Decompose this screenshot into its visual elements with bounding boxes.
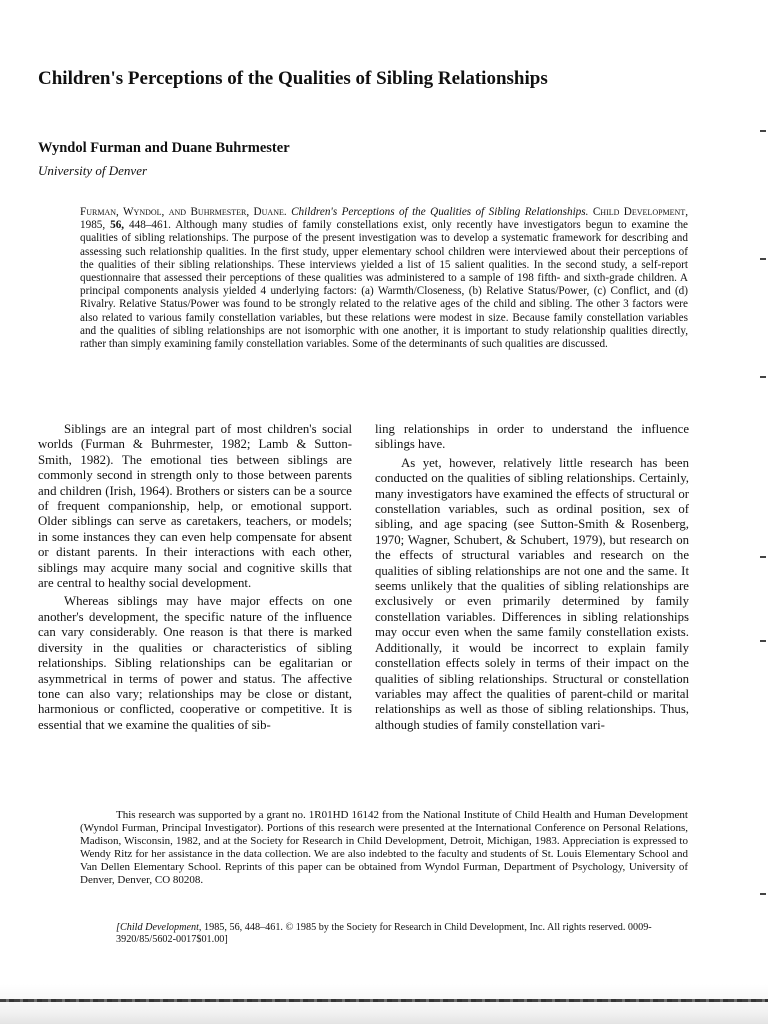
abstract-article-title: Children's Perceptions of the Qualities of Sibling Relationships. bbox=[291, 206, 589, 218]
left-paragraph-1: Siblings are an integral part of most children's social worlds (Furman & Buhrmester, 1982; Lamb & Sutton-Smith, 1982). The emotional ties between siblings are commonly second in strength only to those between parents and children (Irish, 1964). Brothers or sisters can be a source of frequent companionship, help, or emotional support. Older siblings can serve as caretakers, teachers, or models; in some instances they can even help compensate for absent or distant parents. In their interactions with each other, siblings may acquire many social and cognitive skills that are central to healthy social development. bbox=[38, 422, 352, 591]
left-paragraph-2: Whereas siblings may have major effects on one another's development, the specific nature of the influence can vary considerably. One reason is that there is marked diversity in the qualities or characteristics of sibling relationships. Sibling relationships can be egalitarian or asymmetrical in terms of power and status. The affective tone can also vary; relationships may be close or distant, harmonious or conflicted, cooperative or competitive. It is essential that we examine the qualities of sib- bbox=[38, 594, 352, 732]
acknowledgment-footnote: This research was supported by a grant no. 1R01HD 16142 from the National Institute of Child Health and Human Development (Wyndol Furman, Principal Investigator). Portions of this research were presented at the International Conference on Personal Relations, Madison, Wisconsin, 1982, and at the Society for Research in Child Development, Detroit, Michigan, 1983. Appreciation is expressed to Wendy Ritz for her assistance in the data collection. We are also indebted to the faculty and students of St. Louis Elementary School and Van Dellen Elementary School. Reprints of this paper can be obtained from Wyndol Furman, Department of Psychology, University of Denver, Denver, CO 80208. bbox=[80, 809, 688, 886]
right-paragraph-2: As yet, however, relatively little research has been conducted on the qualities of sibling relationships. Certainly, many investigators have examined the effects of structural or constellation variables, such as ordinal position, sex of sibling, and age spacing (see Sutton-Smith & Rosenberg, 1970; Wagner, Schubert, & Schubert, 1979), but research on the effects of structural variables and research on the qualities of sibling relationships are not one and the same. It seems unlikely that the qualities of sibling relationships are exclusively or even primarily determined by family constellation variables. Differences in sibling relationships may occur even when the same family constellation exists. Additionally, it would be incorrect to explain family constellation effects solely in terms of their impact on the qualities of sibling relationships. Structural or constellation variables may affect the qualities of parent-child or marital relationships as well as those of sibling relationships. Thus, although studies of family constellation vari- bbox=[375, 455, 689, 732]
scan-shadow bbox=[0, 984, 768, 1024]
scan-border-line bbox=[0, 999, 768, 1002]
article-title: Children's Perceptions of the Qualities of Sibling Relationships bbox=[38, 68, 548, 89]
abstract-body: 448–461. Although many studies of family constellations exist, only recently have investigators begun to examine the qualities of sibling relationships. The purpose of the present investigation was to develop a systematic framework for describing and assessing such relationship qualities. In the first study, upper elementary school children were interviewed about their perceptions of the qualities of their sibling relationships. These interviews yielded a list of 15 salient qualities. In the second study, a self-report questionnaire that assessed their perceptions of these qualities was administered to a sample of 198 fifth- and sixth-grade children. A principal components analysis yielded 4 underlying factors: (a) Warmth/Closeness, (b) Relative Status/Power, (c) Conflict, and (d) Rivalry. Relative Status/Power was found to be strongly related to the relative ages of the child and sibling. The other 3 factors were also related to various family constellation variables, but these relations were modest in size. Because family constellation variables and the qualities of sibling relationships are not isomorphic with one another, it is important to study relationship qualities directly, rather than simply examining family constellation variables. Some of the determinants of such qualities are discussed. bbox=[80, 219, 689, 351]
citation-rest: 1985, 56, 448–461. © 1985 by the Society for Research in Child Development, Inc. All rights reserved. 0009-3920/85/5602-0017$01.00] bbox=[116, 922, 652, 945]
right-paragraph-1: ling relationships in order to understand the influence siblings have. bbox=[375, 422, 689, 452]
abstract bbox=[80, 206, 688, 351]
copyright-citation bbox=[116, 922, 676, 946]
abstract-journal: Child Development, bbox=[592, 206, 689, 218]
body-column-right bbox=[375, 422, 689, 733]
abstract-year: 1985, bbox=[80, 219, 106, 232]
abstract-authors: Furman, Wyndol, and Buhrmester, Duane. bbox=[80, 206, 287, 218]
abstract-volume: 56, bbox=[110, 219, 125, 232]
citation-journal: [Child Development, bbox=[116, 922, 202, 933]
author-affiliation: University of Denver bbox=[38, 163, 148, 178]
body-column-left bbox=[38, 422, 352, 733]
author-names: Wyndol Furman and Duane Buhrmester bbox=[38, 140, 290, 156]
